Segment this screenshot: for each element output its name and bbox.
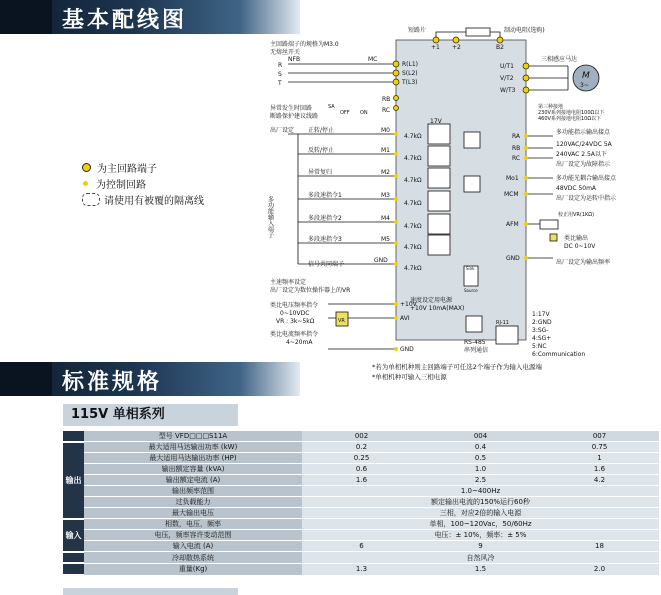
input-t: T xyxy=(278,80,282,87)
table-row xyxy=(63,464,659,475)
row-label: 输出额定电流 (A) xyxy=(84,475,302,486)
cell: 1.0 xyxy=(421,464,540,475)
section-title-spec: 标准规格 xyxy=(62,369,163,395)
motor-title: 三相感应马达 xyxy=(541,56,578,63)
table-row xyxy=(63,519,659,530)
table-row xyxy=(63,541,659,552)
cell: 2.5 xyxy=(421,475,540,486)
row-label: 电压，频率容许变动范围 xyxy=(84,530,302,541)
sa-label: SA xyxy=(328,104,335,110)
afm-term: AFM xyxy=(506,221,519,228)
legend-item-control xyxy=(82,176,204,190)
b2-label: B2 xyxy=(496,44,504,51)
terminal-t: T(L3) xyxy=(402,79,418,86)
terminal-s: S(L2) xyxy=(402,70,418,77)
motor-phase: 3~ xyxy=(580,82,589,89)
row-label: 冷却散热系统 xyxy=(84,552,302,564)
freq-setting-default: 出厂设定为数位操作器上的VR xyxy=(270,287,351,294)
relay-ra: RA xyxy=(512,133,521,140)
next-section-bar xyxy=(63,588,238,595)
brake-resistor-label: 制动电阻(选购) xyxy=(504,27,545,34)
table-row xyxy=(63,563,659,575)
terminal-w: W/T3 xyxy=(500,87,516,94)
relay-default: 出厂设定为故障指示 xyxy=(556,161,611,168)
section-cell xyxy=(63,563,84,575)
analog-v-range: 0~10VDC xyxy=(280,310,310,317)
nfb-label: NFB xyxy=(288,56,301,63)
ground-note-1: 第三种接地 xyxy=(538,104,564,110)
mo-desc-3: 出厂设定为运转中指示 xyxy=(556,195,617,202)
resistor-label: 4.7kΩ xyxy=(404,200,422,207)
cell: 1.5 xyxy=(421,563,540,575)
legend-item-shield xyxy=(82,192,204,206)
cell-span: 1.0~400Hz xyxy=(302,486,659,497)
control-input-wires xyxy=(288,134,396,264)
vr-label: VR xyxy=(338,318,345,324)
afm-gnd: GND xyxy=(506,255,520,262)
cell: 1.3 xyxy=(302,563,421,575)
banner-block xyxy=(0,362,52,396)
model-label: 型号 VFD□□□S11A xyxy=(84,431,302,442)
resistor-label: 4.7kΩ xyxy=(404,244,422,251)
sink-label: Sink xyxy=(466,266,475,271)
rs485-label-2: 串列通信 xyxy=(464,347,489,354)
mo-desc-2: 48VDC 50mA xyxy=(556,185,597,192)
cell: 6 xyxy=(302,541,421,552)
section-title-wiring: 基本配线图 xyxy=(62,7,188,33)
cell-span: 三相，对应2倍的输入电源 xyxy=(302,508,659,519)
ctrl-label-1: 反转/停止 xyxy=(308,147,335,154)
cell-span: 单相，100~120Vac，50/60Hz xyxy=(302,519,659,530)
ctrl-term-4: M4 xyxy=(381,215,390,222)
input-s: S xyxy=(278,71,282,78)
row-label: 最大输出电压 xyxy=(84,508,302,519)
source-label: Source xyxy=(464,288,478,293)
rb-label: RB xyxy=(382,96,391,103)
term-gnd: GND xyxy=(400,346,414,353)
vr-desc: 速度设定用电源 xyxy=(410,297,453,304)
afm-out-2: DC 0~10V xyxy=(564,243,596,250)
row-label: 过负载能力 xyxy=(84,497,302,508)
section-cell xyxy=(63,552,84,564)
cell: 0.5 xyxy=(421,453,540,464)
note-2: *单相机种可输入三相电源 xyxy=(372,373,447,381)
banner-block xyxy=(0,0,52,34)
shield-wire-icon xyxy=(82,193,100,206)
ctrl-term-1: M1 xyxy=(381,147,390,154)
afm-default: 出厂设定为输出频率 xyxy=(556,259,611,266)
terminal-u: U/T1 xyxy=(500,63,514,70)
abnormal-note-2: 断路保护建议线路 xyxy=(270,113,319,120)
relay-rc: RC xyxy=(512,155,521,162)
cell-span: 电压：± 10%，频率：± 5% xyxy=(302,530,659,541)
on-label: ON xyxy=(360,110,368,116)
ctrl-term-6: GND xyxy=(374,257,388,264)
term-plus10: +10V xyxy=(400,301,417,308)
model-007: 007 xyxy=(540,431,659,442)
jumper-label: 短路片 xyxy=(408,27,427,34)
series-title: 115V 单相系列 xyxy=(63,404,238,426)
control-terminal-icon xyxy=(83,181,88,186)
mcm-term: MCM xyxy=(504,191,519,198)
afm-out-1: 类比输出 xyxy=(564,235,589,242)
input-r: R xyxy=(278,62,283,69)
ctrl-label-2: 异常复归 xyxy=(308,169,333,176)
legend-label: 为主回路端子 xyxy=(97,163,157,175)
cell: 0.75 xyxy=(540,442,659,453)
section-input: 输入 xyxy=(63,519,84,552)
resistor-label: 4.7kΩ xyxy=(404,133,422,140)
legend-label: 为控制回路 xyxy=(96,179,146,191)
table-row xyxy=(63,453,659,464)
rj-pin-5: 5:NC xyxy=(532,343,547,350)
cell-span: 额定输出电流的150%运行60秒 xyxy=(302,497,659,508)
ctrl-label-3: 多段速指令1 xyxy=(308,192,342,199)
model-002: 002 xyxy=(302,431,421,442)
row-label: 最大适用马达输出功率 (kW) xyxy=(84,442,302,453)
rj-pin-6: 6:Communication xyxy=(532,351,586,358)
section-banner-wiring xyxy=(0,0,300,34)
wiring-diagram xyxy=(268,26,661,396)
row-label: 重量(Kg) xyxy=(84,563,302,575)
off-label: OFF xyxy=(340,110,350,116)
row-label: 输入电流 (A) xyxy=(84,541,302,552)
mo-desc-1: 多功能光耦合输出接点 xyxy=(556,175,617,182)
vr-plus: +10V 10mA(MAX) xyxy=(410,305,465,312)
cell: 2.0 xyxy=(540,563,659,575)
rj-pin-3: 3:SG- xyxy=(532,327,549,334)
rs485-label-1: RS-485 xyxy=(464,339,486,346)
analog-v-label: 类比电压频率指令 xyxy=(270,302,319,309)
analog-i-label: 类比电流频率指令 xyxy=(270,331,319,338)
terminal-v: V/T2 xyxy=(500,75,514,82)
cell: 1.6 xyxy=(540,464,659,475)
table-row xyxy=(63,475,659,486)
ctrl-term-5: M5 xyxy=(381,236,390,243)
cell: 1 xyxy=(540,453,659,464)
table-row xyxy=(63,508,659,519)
resistor-label: 4.7kΩ xyxy=(404,155,422,162)
rj-pin-2: 2:GND xyxy=(532,319,552,326)
table-row xyxy=(63,497,659,508)
cell: 0.25 xyxy=(302,453,421,464)
ctrl-term-3: M3 xyxy=(381,192,390,199)
main-spec-label: 主回路端子的规格为M3.0 xyxy=(270,41,339,48)
model-004: 004 xyxy=(421,431,540,442)
relay-rating-2: 240VAC 2.5A以下 xyxy=(556,151,607,158)
terminal-r: R(L1) xyxy=(402,61,419,68)
ground-note-2: 230V系列接地电阻100Ω以下 xyxy=(538,110,605,116)
rj-pin-4: 4:SG+ xyxy=(532,335,552,342)
legend-label: 请使用有被覆的隔离线 xyxy=(104,195,204,207)
spec-table xyxy=(63,431,659,576)
motor-label: M xyxy=(582,71,590,81)
cell: 4.2 xyxy=(540,475,659,486)
mo1-term: Mo1 xyxy=(506,175,519,182)
table-row xyxy=(63,530,659,541)
mc-label: MC xyxy=(368,56,378,63)
factory-setting-label: 出厂设定 xyxy=(270,127,295,134)
section-cell xyxy=(63,431,84,442)
rj-pin-1: 1:17V xyxy=(532,311,550,318)
row-label: 输出频率范围 xyxy=(84,486,302,497)
ctrl-label-6: 信号共同端子 xyxy=(308,261,345,268)
cell: 1.6 xyxy=(302,475,421,486)
ctrl-label-0: 正转/停止 xyxy=(308,127,335,134)
relay-rating-1: 120VAC/24VDC 5A xyxy=(556,141,612,148)
cell: 9 xyxy=(421,541,540,552)
analog-i-range: 4~20mA xyxy=(286,339,313,346)
legend xyxy=(82,160,204,208)
ctrl-label-4: 多段速指令2 xyxy=(308,215,342,222)
afm-meter-label: 校正用VR(1KΩ) xyxy=(558,212,595,218)
freq-setting-title: 主速频率设定 xyxy=(270,279,307,286)
table-row xyxy=(63,552,659,564)
table-row xyxy=(63,442,659,453)
resistor-label: 4.7kΩ xyxy=(404,177,422,184)
table-row xyxy=(63,486,659,497)
ground-note-3: 460V系列接地电阻10Ω以下 xyxy=(538,116,602,122)
section-banner-spec xyxy=(0,362,300,396)
cell-span: 自然风冷 xyxy=(302,552,659,564)
resistor-label: 4.7kΩ xyxy=(404,265,422,272)
main-terminal-icon xyxy=(82,163,91,172)
section-output: 输出 xyxy=(63,442,84,519)
cell: 18 xyxy=(540,541,659,552)
cell: 0.2 xyxy=(302,442,421,453)
cell: 0.4 xyxy=(421,442,540,453)
rc-label: RC xyxy=(382,107,391,114)
p1-label: +1 xyxy=(431,44,440,51)
multi-func-label: 多功能输入端子 xyxy=(266,196,274,238)
no-fuse-label: 无熔丝开关 xyxy=(270,49,301,56)
term-avi: AVI xyxy=(400,315,410,322)
note-1: *若为单相机种则主回路端子可任选2个端子作为输入电源端 xyxy=(372,363,542,371)
p2-label: +2 xyxy=(452,44,461,51)
rj11-label: RJ-11 xyxy=(496,320,509,326)
ctrl-term-2: M2 xyxy=(381,169,390,176)
resistor-label: 4.7kΩ xyxy=(404,223,422,230)
legend-item-main xyxy=(82,160,204,174)
ctrl-term-0: M0 xyxy=(381,127,390,134)
abnormal-note-1: 异常发生时回路 xyxy=(270,105,313,112)
row-label: 输出额定容量 (kVA) xyxy=(84,464,302,475)
ctrl-label-5: 多段速指令3 xyxy=(308,236,342,243)
row-label: 最大适用马达输出功率 (HP) xyxy=(84,453,302,464)
table-header-row xyxy=(63,431,659,442)
vr-range: VR : 3k~5kΩ xyxy=(276,318,315,325)
relay-desc: 多功能指示输出接点 xyxy=(556,129,611,136)
cell: 0.6 xyxy=(302,464,421,475)
relay-rb: RB xyxy=(512,145,521,152)
row-label: 相数，电压，频率 xyxy=(84,519,302,530)
v17-label: 17V xyxy=(430,118,442,125)
